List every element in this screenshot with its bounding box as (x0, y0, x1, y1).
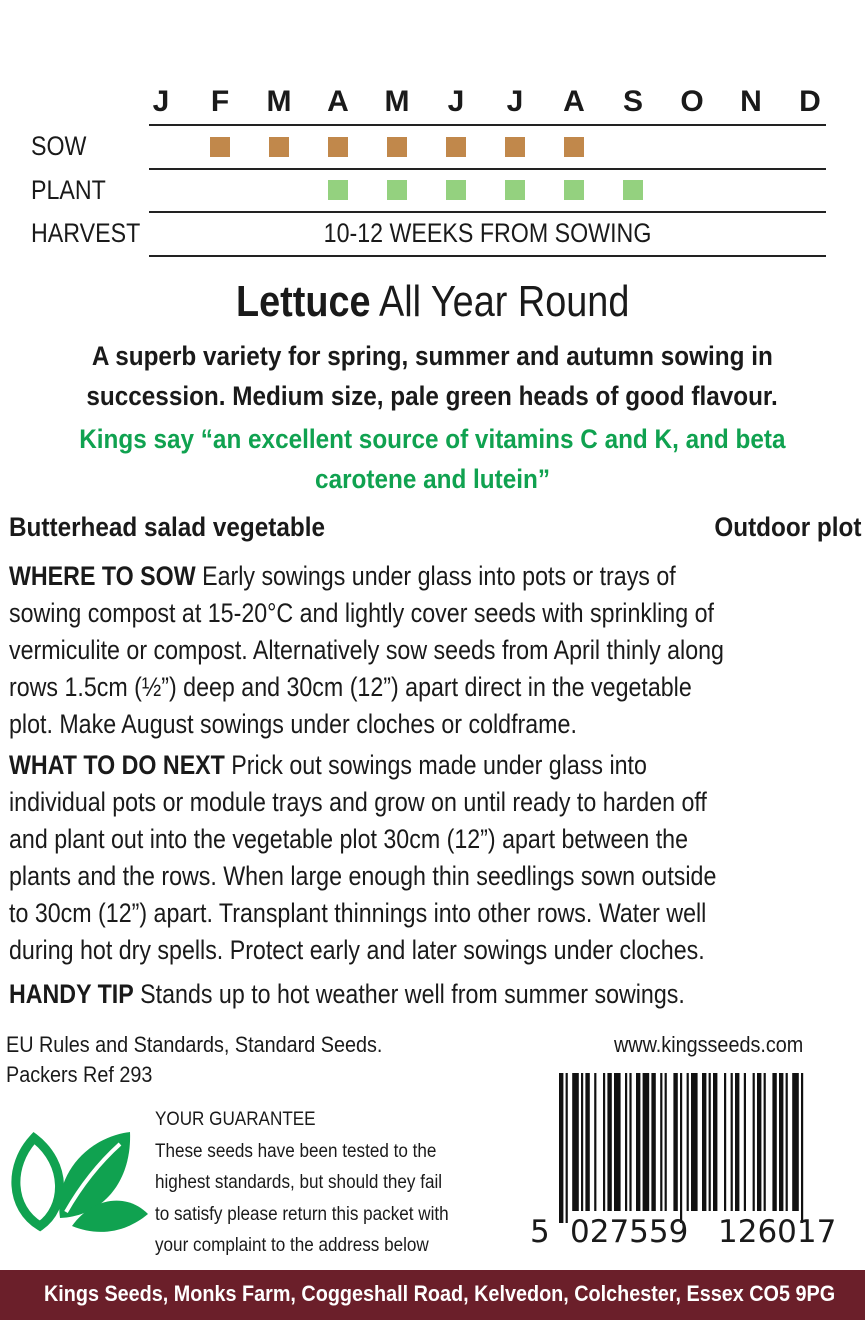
plant-month-marker (328, 180, 348, 200)
month-jan: J (152, 85, 170, 118)
month-nov: N (740, 85, 762, 118)
month-jul: J (506, 85, 524, 118)
guarantee-text: These seeds have been tested to the (155, 1140, 437, 1162)
guarantee-heading: YOUR GUARANTEE (155, 1109, 316, 1130)
harvest-note (149, 216, 826, 250)
barcode-bar (786, 1073, 788, 1211)
calendar-rule (149, 168, 826, 170)
address-text: Kings Seeds, Monks Farm, Coggeshall Road, Kelvedon, Colchester, Essex CO5 9PG (43, 1281, 836, 1306)
barcode-bar (757, 1073, 761, 1211)
barcode-bar (636, 1073, 640, 1211)
standards-text: EU Rules and Standards, Standard Seeds. (6, 1032, 383, 1057)
what-to-do-next-text: to 30cm (12”) apart. Transplant thinnings into other rows. Water well (9, 898, 707, 928)
where-to-sow-text: Early sowings under glass into pots or trays of (195, 561, 676, 591)
barcode-bar (629, 1073, 631, 1211)
description-line (0, 336, 865, 376)
month-oct: O (680, 85, 704, 118)
what-to-do-next-text: during hot dry spells. Protect early and later sowings under cloches. (9, 935, 705, 965)
what-to-do-next-text: Prick out sowings made under glass into (224, 750, 647, 780)
barcode-bar (625, 1073, 627, 1211)
barcode-bar (702, 1073, 706, 1211)
barcode-bar (660, 1073, 662, 1211)
sow-month-marker (564, 137, 584, 157)
barcode-bar (691, 1073, 698, 1211)
barcode-bar (709, 1073, 711, 1211)
quote-line (0, 419, 865, 459)
barcode-bar (764, 1073, 766, 1211)
barcode-bar (572, 1073, 579, 1211)
barcode-bar (614, 1073, 621, 1211)
sow-month-marker (328, 137, 348, 157)
calendar-rule (149, 124, 826, 126)
what-to-do-next-text: plants and the rows. When large enough thin seedlings sown outside (9, 861, 717, 891)
website-link[interactable] (614, 1030, 824, 1059)
what-to-do-next-text: individual pots or module trays and grow on until ready to harden off (9, 787, 707, 817)
row-label-plant: PLANT (31, 175, 106, 205)
description-line (0, 376, 865, 416)
month-apr: A (327, 85, 349, 118)
website-text[interactable]: www.kingsseeds.com (614, 1032, 804, 1057)
plant-month-marker (446, 180, 466, 200)
month-jun: J (447, 85, 465, 118)
product-name: Lettuce (235, 277, 371, 326)
leaf-left (16, 1138, 60, 1226)
packers-ref (6, 1060, 169, 1089)
plant-month-marker (505, 180, 525, 200)
sow-month-marker (505, 137, 525, 157)
vegetable-type (9, 510, 360, 544)
guarantee-text: highest standards, but should they fail (155, 1172, 443, 1193)
guarantee-text: your complaint to the address below (155, 1235, 429, 1256)
where-to-sow-section (9, 558, 861, 743)
barcode-bar (687, 1073, 689, 1211)
what-to-do-next-section (9, 747, 861, 969)
what-to-do-next-heading: WHAT TO DO NEXT (9, 750, 225, 780)
where-to-sow-text: sowing compost at 15-20°C and lightly cover seeds with sprinkling of (9, 598, 714, 628)
barcode-bar (651, 1073, 655, 1211)
guarantee-text: to satisfy please return this packet with (155, 1203, 449, 1225)
barcode-bar (673, 1073, 677, 1211)
plant-month-marker (623, 180, 643, 200)
month-sep: S (622, 85, 643, 118)
growing-location (698, 510, 861, 544)
plant-month-marker (564, 180, 584, 200)
harvest-note-text: 10-12 WEEKS FROM SOWING (323, 218, 652, 248)
barcode-bar (585, 1073, 589, 1211)
barcode-digits-left: 027559 (570, 1214, 689, 1250)
barcode-bar (594, 1073, 596, 1211)
barcode (559, 1073, 859, 1223)
growing-location-text: Outdoor plot (713, 512, 861, 542)
where-to-sow-text: plot. Make August sowings under cloches or coldframe. (9, 709, 577, 739)
product-variety: All Year Round (378, 277, 630, 326)
month-may: M (384, 85, 410, 118)
row-label-sow: SOW (31, 131, 87, 161)
what-to-do-next-text: and plant out into the vegetable plot 30cm (12”) apart between the (9, 824, 688, 854)
barcode-bar (772, 1073, 776, 1211)
description-text: A superb variety for spring, summer and autumn sowing in (92, 341, 773, 371)
quote-text: Kings say “an excellent source of vitamins C and K, and beta (79, 424, 786, 454)
barcode-bar (731, 1073, 733, 1211)
barcode-bar (665, 1073, 667, 1211)
sow-month-marker (269, 137, 289, 157)
barcode-bar (744, 1073, 746, 1211)
barcode-digit-first: 5 (530, 1214, 550, 1250)
packers-ref-text: Packers Ref 293 (6, 1062, 153, 1087)
kings-leaf-logo (8, 1124, 150, 1234)
row-label-harvest: HARVEST (31, 218, 141, 248)
barcode-bar (724, 1073, 726, 1211)
plant-month-marker (387, 180, 407, 200)
handy-tip-text: Stands up to hot weather well from summer sowings. (133, 979, 685, 1009)
barcode-bar (792, 1073, 799, 1211)
month-dec: D (799, 85, 821, 118)
handy-tip-section (9, 976, 861, 1013)
barcode-bar (566, 1073, 568, 1223)
handy-tip-heading: HANDY TIP (9, 979, 134, 1009)
address-footer (0, 1270, 865, 1320)
calendar-rule (149, 211, 826, 213)
barcode-bar (779, 1073, 783, 1211)
quote-line (0, 459, 865, 499)
sow-month-marker (387, 137, 407, 157)
guarantee-block (155, 1104, 481, 1262)
month-feb: F (210, 85, 230, 118)
where-to-sow-text: vermiculite or compost. Alternatively sow seeds from April thinly along (9, 635, 724, 665)
quote-text: carotene and lutein” (315, 464, 550, 494)
where-to-sow-text: rows 1.5cm (½”) deep and 30cm (12”) apart direct in the vegetable (9, 672, 692, 702)
sow-month-marker (446, 137, 466, 157)
barcode-bar (603, 1073, 605, 1211)
sow-month-marker (210, 137, 230, 157)
where-to-sow-heading: WHERE TO SOW (9, 561, 196, 591)
barcode-bar (559, 1073, 563, 1223)
barcode-bar (713, 1073, 717, 1211)
product-title (0, 276, 865, 328)
barcode-bar (643, 1073, 650, 1211)
standards-note (6, 1030, 424, 1059)
barcode-bar (753, 1073, 755, 1211)
barcode-bar (581, 1073, 583, 1211)
description-text: succession. Medium size, pale green heads of good flavour. (86, 381, 779, 411)
barcode-bar (607, 1073, 611, 1211)
month-mar: M (266, 85, 292, 118)
barcode-bar (735, 1073, 739, 1211)
barcode-bar (680, 1073, 682, 1223)
month-aug: A (563, 85, 585, 118)
barcode-bar (801, 1073, 803, 1223)
vegetable-type-text: Butterhead salad vegetable (9, 512, 326, 542)
calendar-rule (149, 255, 826, 257)
barcode-digits-right: 126017 (718, 1214, 837, 1250)
